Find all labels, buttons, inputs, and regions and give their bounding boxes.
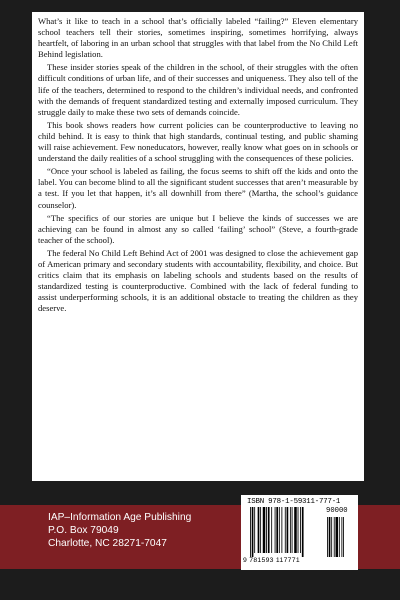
publisher-city: Charlotte, NC 28271-7047 <box>48 538 167 550</box>
barcode-digits: 9 781593 117771 <box>243 557 300 564</box>
addon-barcode-icon <box>327 517 353 557</box>
barcode-icon <box>249 507 325 557</box>
blurb-paragraph: These insider stories speak of the children in the school, of their struggles with the often difficult conditions of urban life, and of their successes and uniqueness. They also tell of the life of the teachers, determined to respond to the children’s individual needs, and confronted with the demands of frequent standardized testing and externally imposed curriculum. They struggle daily to make these two sets of demands coincide. <box>38 62 358 117</box>
isbn-label: ISBN 978-1-59311-777-1 <box>247 498 341 506</box>
blurb-paragraph: “The specifics of our stories are unique but I believe the kinds of successes we are achieving can be found in almost any so called ‘failing’ school” (Steve, a fourth-grade teacher of the school). <box>38 212 358 245</box>
blurb-panel <box>32 12 364 481</box>
blurb-paragraph: This book shows readers how current policies can be counterproductive to leaving no child behind. It is easy to think that high standards, continual testing, and public shaming will raise achievement. Few noneducators, however, really know what goes on in schools or understand the daily realities of a school struggling with the consequences of these policies. <box>38 119 358 164</box>
barcode-area <box>241 495 358 570</box>
price-addon: 90000 <box>326 507 348 515</box>
publisher-info <box>48 511 191 551</box>
blurb-paragraph: What’s it like to teach in a school that’s officially labeled “failing?” Eleven elementary school teachers tell their stories, sometimes inspiring, sometimes horrifying, always heartfelt, of laboring in an urban school that struggles with that label from the No Child Left Behind legislation. <box>38 16 358 60</box>
bottom-strip <box>0 575 400 600</box>
blurb-paragraph: The federal No Child Left Behind Act of 2001 was designed to close the achievement gap of American primary and secondary students with accountability, flexibility, and choice. But critics claim that its emphasis on labeling schools and students based on the results of standardized testing is counterproductive. Combined with the lack of federal funding to assist underperforming schools, it is an additional obstacle to treating the children as they deserve. <box>38 247 358 314</box>
publisher-po-box: P.O. Box 79049 <box>48 525 119 537</box>
blurb-paragraph: “Once your school is labeled as failing, the focus seems to shift off the kids and onto the label. You can become blind to all the significant student successes that aren’t measurable by a test. If you let that happen, it’s all downhill from there” (Martha, the school’s guidance counselor). <box>38 166 358 210</box>
publisher-name: IAP–Information Age Publishing <box>48 512 192 523</box>
